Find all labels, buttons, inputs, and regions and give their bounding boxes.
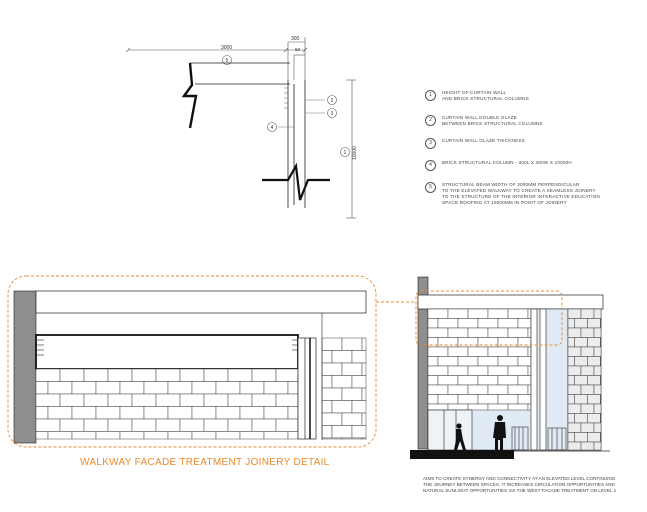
detail-caption: WALKWAY FACADE TREATMENT JOINERY DETAIL — [80, 457, 330, 468]
entrance-door — [428, 410, 472, 450]
dimension-300: 300 — [291, 36, 300, 42]
ground-slab — [410, 450, 514, 459]
legend-item — [425, 160, 625, 171]
legend-text: HEIGHT OF CURTAIN WALL AND BRICK STRUCTURAL COLUMNS — [442, 90, 529, 101]
curtain-wall-frame — [298, 338, 316, 439]
legend-text: CURTAIN WALL DOUBLE GLAZE BETWEEN BRICK STRUCTURAL COLUMNS — [442, 115, 543, 126]
brick-column — [322, 338, 366, 439]
legend-item — [425, 138, 625, 149]
walkway-detail — [8, 276, 376, 447]
beam-break-line — [184, 63, 196, 128]
dimension-10000: 10000 — [352, 146, 358, 160]
structural-beam — [36, 335, 298, 369]
elevation-roof — [418, 295, 603, 309]
legend — [425, 90, 625, 206]
legend-number: 2 — [425, 115, 436, 126]
legend-number: 5 — [425, 182, 436, 193]
section-detail — [126, 36, 358, 218]
structural-column — [14, 291, 36, 443]
marker-2: 2 — [330, 98, 334, 104]
elevation-view — [410, 277, 610, 459]
column-break-line — [262, 166, 330, 200]
legend-item — [425, 115, 625, 127]
marker-1: 1 — [343, 150, 347, 156]
legend-item — [425, 182, 625, 206]
dimension-50: 50 — [295, 47, 301, 52]
legend-text: STRUCTURAL BEAM WIDTH OF 3000MM PERPENDICULAR TO THE ELEVATED WALKWAY TO CREATE A SEAMLESS JOINERY TO THE STRUCTURE OF THE INTERIOR INTERACTIVE EDUCATION SPACE ROOFING AT 10000MM IN POINT OF JOINERY — [442, 182, 600, 205]
legend-item — [425, 90, 625, 102]
legend-text: CURTAIN WALL GLAZE THICKNESS — [442, 138, 525, 143]
roof-slab — [36, 291, 366, 313]
marker-4: 4 — [270, 125, 274, 131]
legend-number: 1 — [425, 90, 436, 101]
marker-3: 3 — [330, 111, 334, 117]
legend-number: 4 — [425, 160, 436, 171]
dimension-3000: 3000 — [221, 45, 233, 51]
legend-number: 3 — [425, 138, 436, 149]
legend-text: BRICK STRUCTURAL COLUMN - 300L X 300W X 10000H — [442, 160, 572, 165]
description-text: AIMS TO CREATE SYNERGY AND CONNECTIVITY AT AN ELEVATED LEVEL CONTINUING THE JOURNEY BETWEEN SPACES. IT INCREASES CIRCULATION OPPORTUNITIES AND NATURAL SUNLIGHT OPPORTUNITIES VIA THE WEST FACADE TREATMENT ON LEVEL 1 — [423, 476, 617, 493]
marker-5: 5 — [225, 58, 229, 64]
brick-wall — [36, 369, 298, 439]
elevation-brick — [428, 309, 531, 410]
